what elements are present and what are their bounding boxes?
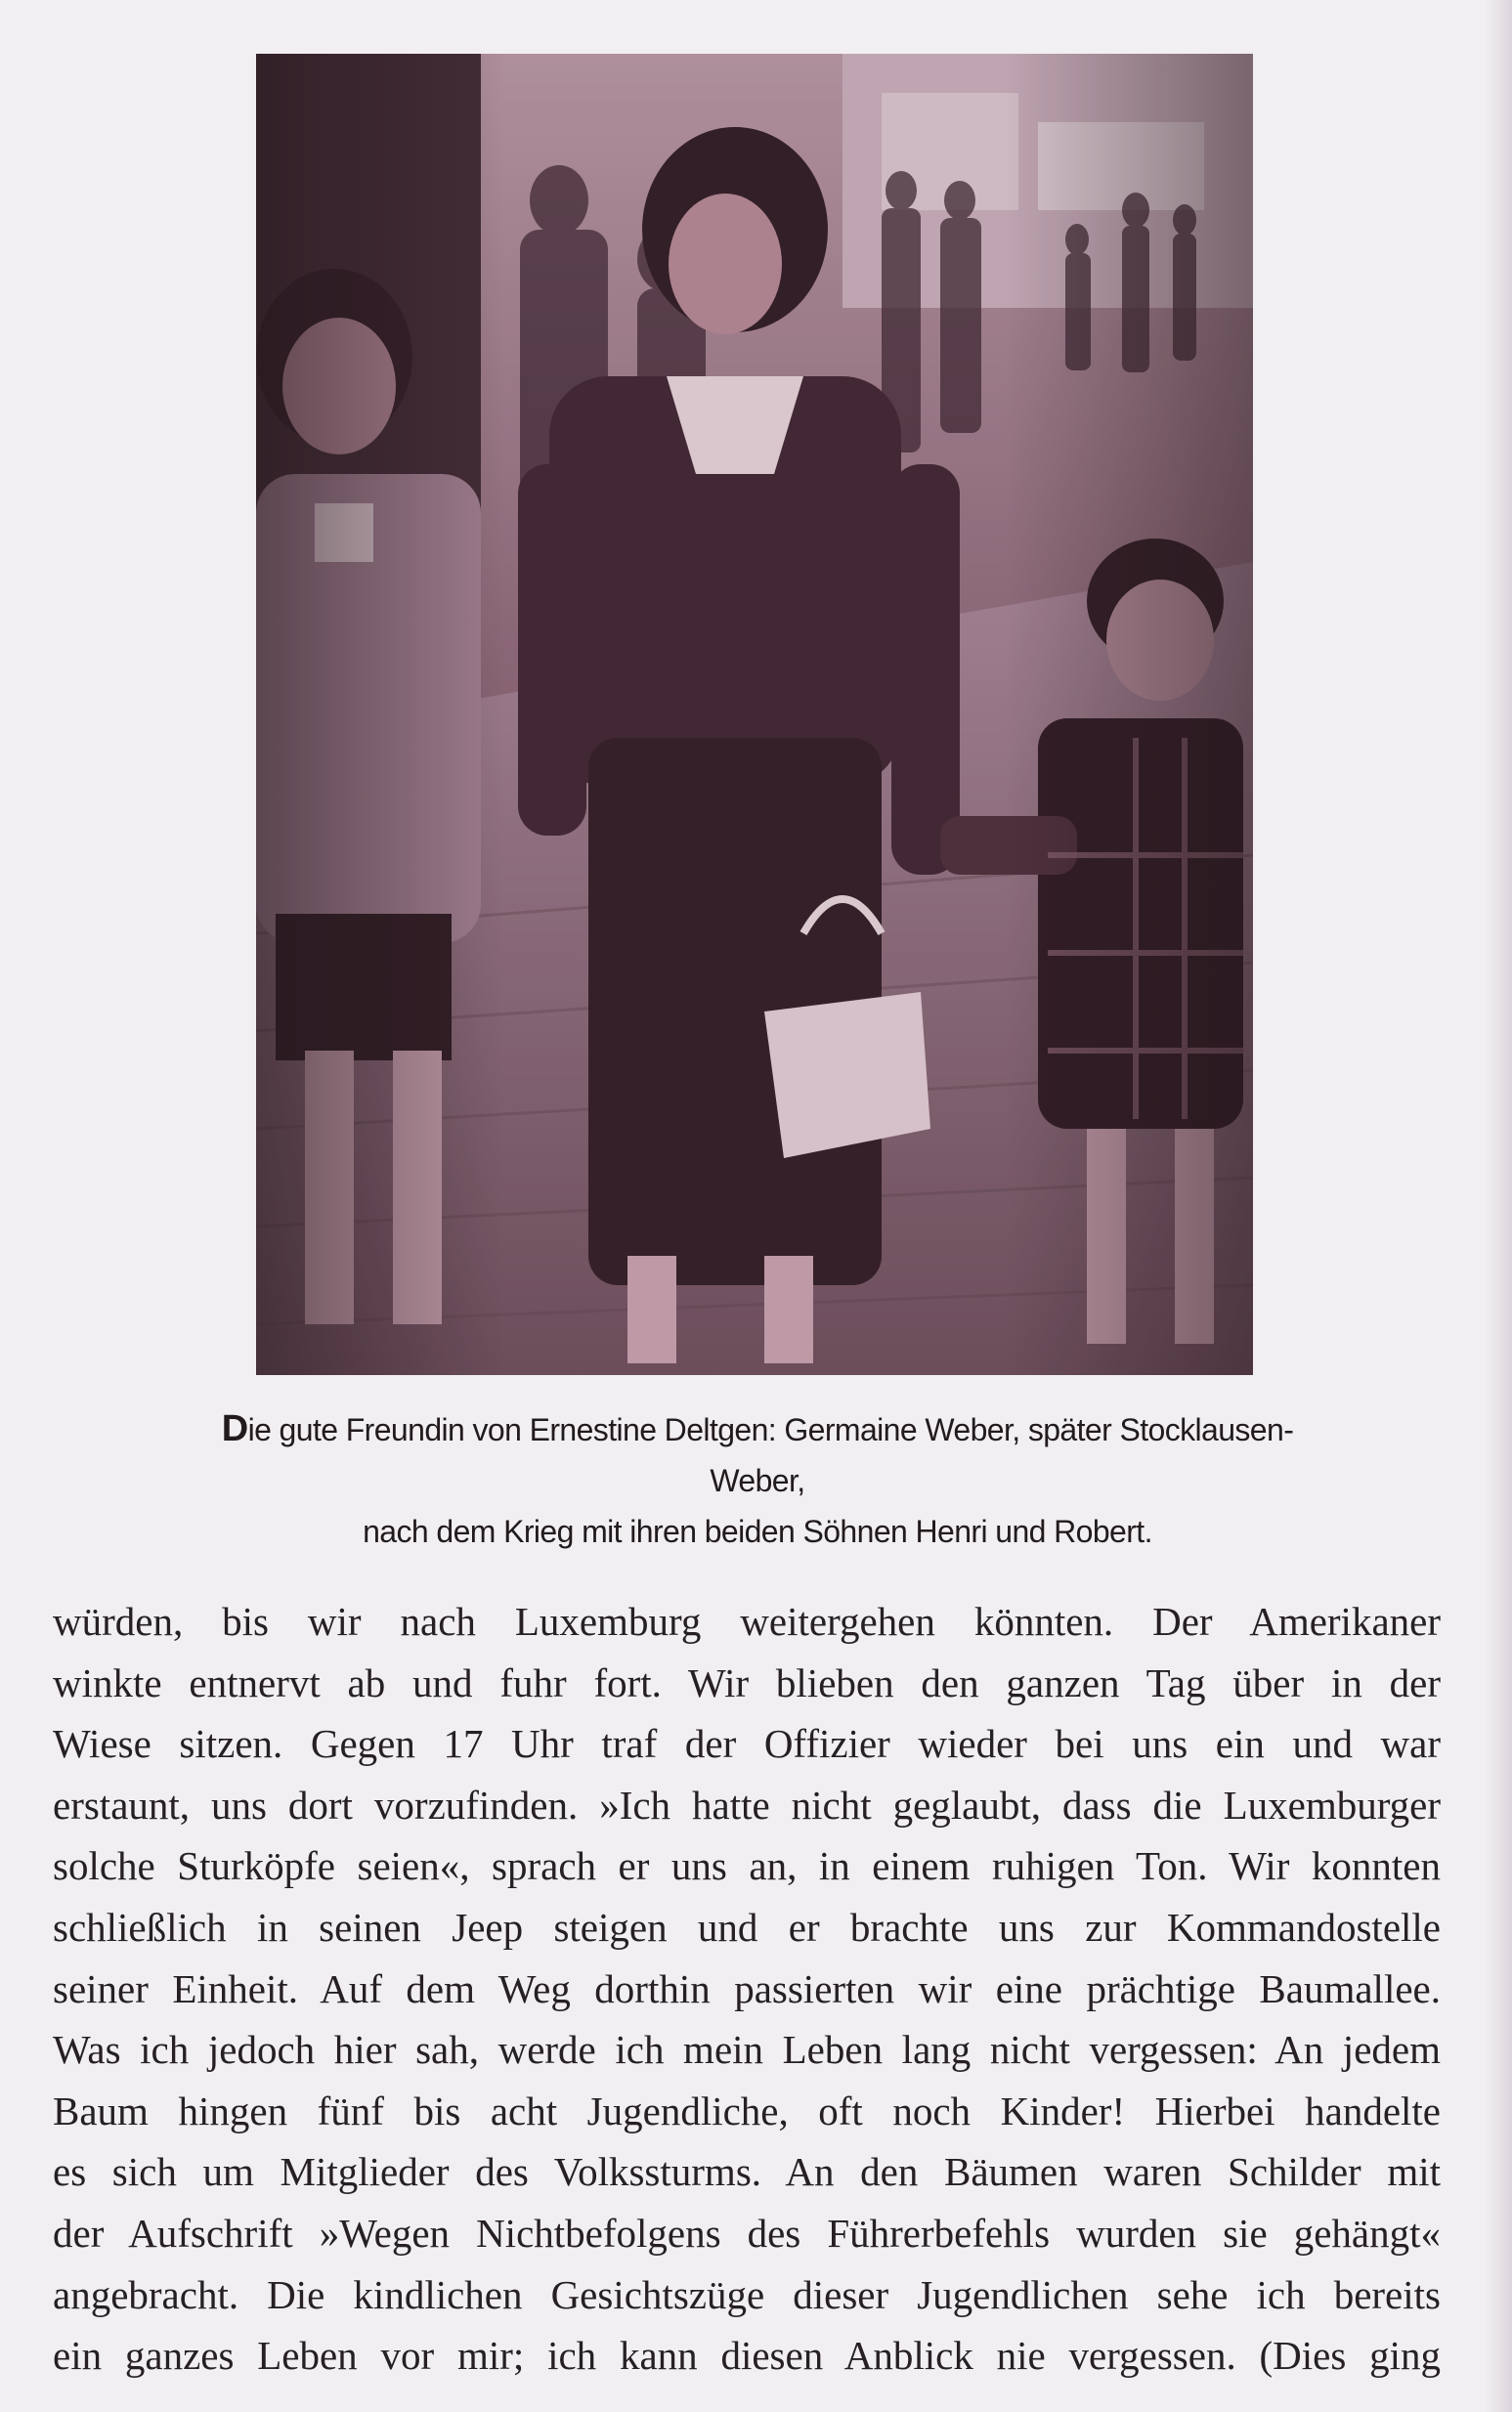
text-line: seiner Einheit. Auf dem Weg dorthin passierten wir eine prächtige Baumallee.	[53, 1965, 1441, 2011]
text-line: Was ich jedoch hier sah, werde ich mein Leben lang nicht vergessen: An jedem	[53, 2027, 1441, 2073]
caption-line-1	[195, 1403, 1319, 1506]
photo-caption	[195, 1403, 1319, 1557]
text-line: würden, bis wir nach Luxemburg weitergehen könnten. Der Amerikaner	[53, 1599, 1441, 1644]
text-line: schließlich in seinen Jeep steigen und er brachte uns zur Kommandostelle	[53, 1904, 1441, 1950]
body-paragraph	[53, 1591, 1441, 2387]
historical-photo	[256, 54, 1253, 1375]
text-line: Wiese sitzen. Gegen 17 Uhr traf der Offizier wieder bei uns ein und war	[53, 1721, 1441, 1767]
photo-illustration	[256, 54, 1253, 1375]
caption-line-1-text: ie gute Freundin von Ernestine Deltgen: Germaine Weber, später Stocklausen-Weber,	[247, 1412, 1294, 1498]
text-line: ein ganzes Leben vor mir; ich kann diesen Anblick nie vergessen. (Dies ging	[53, 2333, 1441, 2379]
text-line: winkte entnervt ab und fuhr fort. Wir blieben den ganzen Tag über in der	[53, 1659, 1441, 1705]
text-line: erstaunt, uns dort vorzufinden. »Ich hatte nicht geglaubt, dass die Luxemburger	[53, 1782, 1441, 1828]
caption-dropcap: D	[221, 1408, 248, 1449]
page-edge-shadow	[1485, 0, 1512, 2412]
text-line: es sich um Mitglieder des Volkssturms. An den Bäumen waren Schilder mit	[53, 2149, 1441, 2195]
text-line: angebracht. Die kindlichen Gesichtszüge dieser Jugendlichen sehe ich bereits	[53, 2271, 1441, 2317]
text-line: solche Sturköpfe seien«, sprach er uns an, in einem ruhigen Ton. Wir konnten	[53, 1843, 1441, 1889]
text-line: der Aufschrift »Wegen Nichtbefolgens des Führerbefehls wurden sie gehängt«	[53, 2210, 1441, 2256]
text-line: Baum hingen fünf bis acht Jugendliche, oft noch Kinder! Hierbei handelte	[53, 2088, 1441, 2133]
caption-line-2: nach dem Krieg mit ihren beiden Söhnen Henri und Robert.	[363, 1514, 1152, 1549]
